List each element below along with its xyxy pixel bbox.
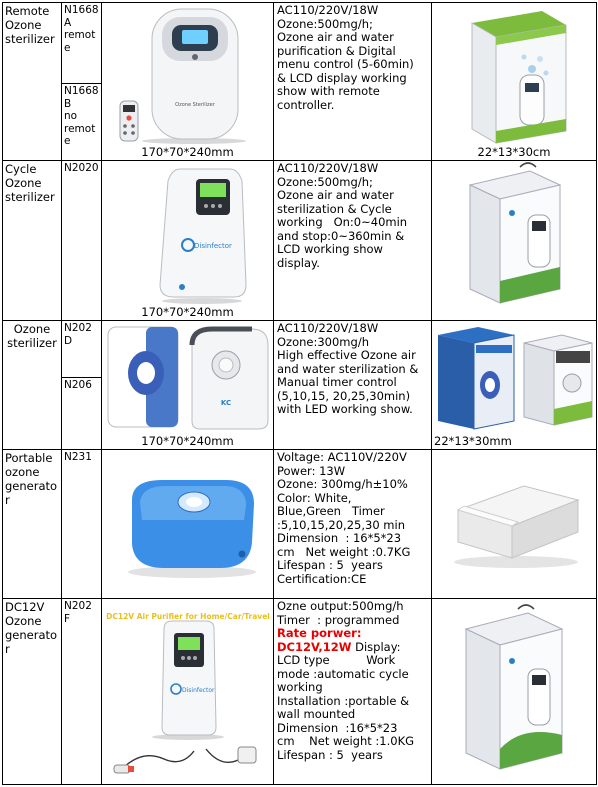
model-cell [62, 161, 102, 321]
product-dimension: 170*70*240mm [141, 305, 234, 319]
package-box-photo [432, 321, 597, 435]
dc12v-generator-photo [102, 599, 274, 783]
white-box-photo [432, 450, 597, 598]
package-photo-cell [432, 599, 597, 785]
package-photo-cell [432, 161, 597, 321]
svg-text:Disinfector: Disinfector [182, 687, 215, 694]
product-dimension: 170*70*240mm [141, 434, 234, 448]
spec-cell [274, 3, 432, 161]
product-name-cell [3, 599, 62, 785]
product-name-cell [3, 450, 62, 599]
svg-text:Disinfector: Disinfector [194, 242, 232, 250]
package-box-photo [432, 161, 597, 320]
spec-cell [274, 321, 432, 450]
spec-cell [274, 599, 432, 785]
model-number: N1668 B no remot e [64, 85, 99, 147]
spec-cell [274, 450, 432, 599]
remote-sterilizer-photo [102, 3, 274, 145]
package-dimension: 22*13*30mm [434, 434, 512, 448]
model-number: N206 [64, 379, 92, 391]
package-dimension: 22*13*30cm [477, 145, 551, 159]
product-name: Portable ozone generato r [5, 451, 58, 507]
model-number: N231 [64, 451, 92, 463]
model-cell [62, 3, 102, 84]
package-box-photo [432, 599, 597, 783]
model-cell [62, 321, 102, 378]
product-name: DC12V Ozone generato r [5, 600, 58, 656]
product-photo-cell [102, 599, 274, 785]
svg-text:Ozone Sterilizer: Ozone Sterilizer [175, 102, 215, 108]
cycle-sterilizer-photo [102, 161, 274, 305]
model-number: N202 F [64, 600, 92, 625]
product-spec: Ozne output:500mg/h Timer : programmed Rate porwer: DC12V,12W Display: LCD type Work mode :automatic cycle working Installation :portable & wall mounted Dimension :16*5*23 cm Net weight :1.0KG Lifespan : 5 years [277, 599, 415, 762]
product-name: Remote Ozone sterilizer [5, 4, 55, 46]
product-catalog-table [2, 2, 597, 785]
product-banner: DC12V Air Purifier for Home/Car/Travel [106, 612, 270, 621]
model-cell [62, 450, 102, 599]
spec-cell [274, 161, 432, 321]
product-photo-cell [102, 450, 274, 599]
ozone-sterilizer-photo [102, 321, 274, 435]
model-cell [62, 599, 102, 785]
model-number: N1668 A remot e [64, 4, 99, 54]
model-cell [62, 378, 102, 450]
product-name-cell [3, 321, 62, 450]
product-name: Ozone sterilizer [7, 322, 57, 350]
model-number: N2020 [64, 162, 99, 174]
package-photo-cell [432, 3, 597, 161]
product-spec: AC110/220V/18W Ozone:300mg/h High effective Ozone air and water sterilization & Manual timer control (5,10,15, 20,25,30min) with LED working show. [277, 321, 419, 416]
product-name-cell [3, 3, 62, 161]
product-spec: Voltage: AC110V/220V Power: 13W Ozone: 300mg/h±10% Color: White, Blue,Green Timer :5,10,15,20,25,30 min Dimension : 16*5*23 cm Net weight :0.7KG Lifespan : 5 years Certification:CE [277, 450, 411, 586]
portable-generator-photo [102, 450, 274, 598]
svg-text:KC: KC [220, 399, 232, 407]
package-photo-cell [432, 321, 597, 450]
product-dimension: 170*70*240mm [141, 145, 234, 159]
package-box-photo [432, 3, 597, 147]
model-number: N202 D [64, 322, 92, 347]
product-name-cell [3, 161, 62, 321]
product-photo-cell [102, 161, 274, 321]
product-name: Cycle Ozone sterilizer [5, 162, 55, 204]
package-photo-cell [432, 450, 597, 599]
model-cell [62, 84, 102, 161]
product-photo-cell [102, 3, 274, 161]
product-photo-cell [102, 321, 274, 450]
product-spec: AC110/220V/18W Ozone:500mg/h; Ozone air and water sterilization & Cycle working On:0~40min and stop:0~360min & LCD working show display. [277, 161, 408, 270]
product-spec: AC110/220V/18W Ozone:500mg/h; Ozone air and water purification & Digital menu control (5-60min) & LCD display working show with remote controller. [277, 3, 414, 112]
